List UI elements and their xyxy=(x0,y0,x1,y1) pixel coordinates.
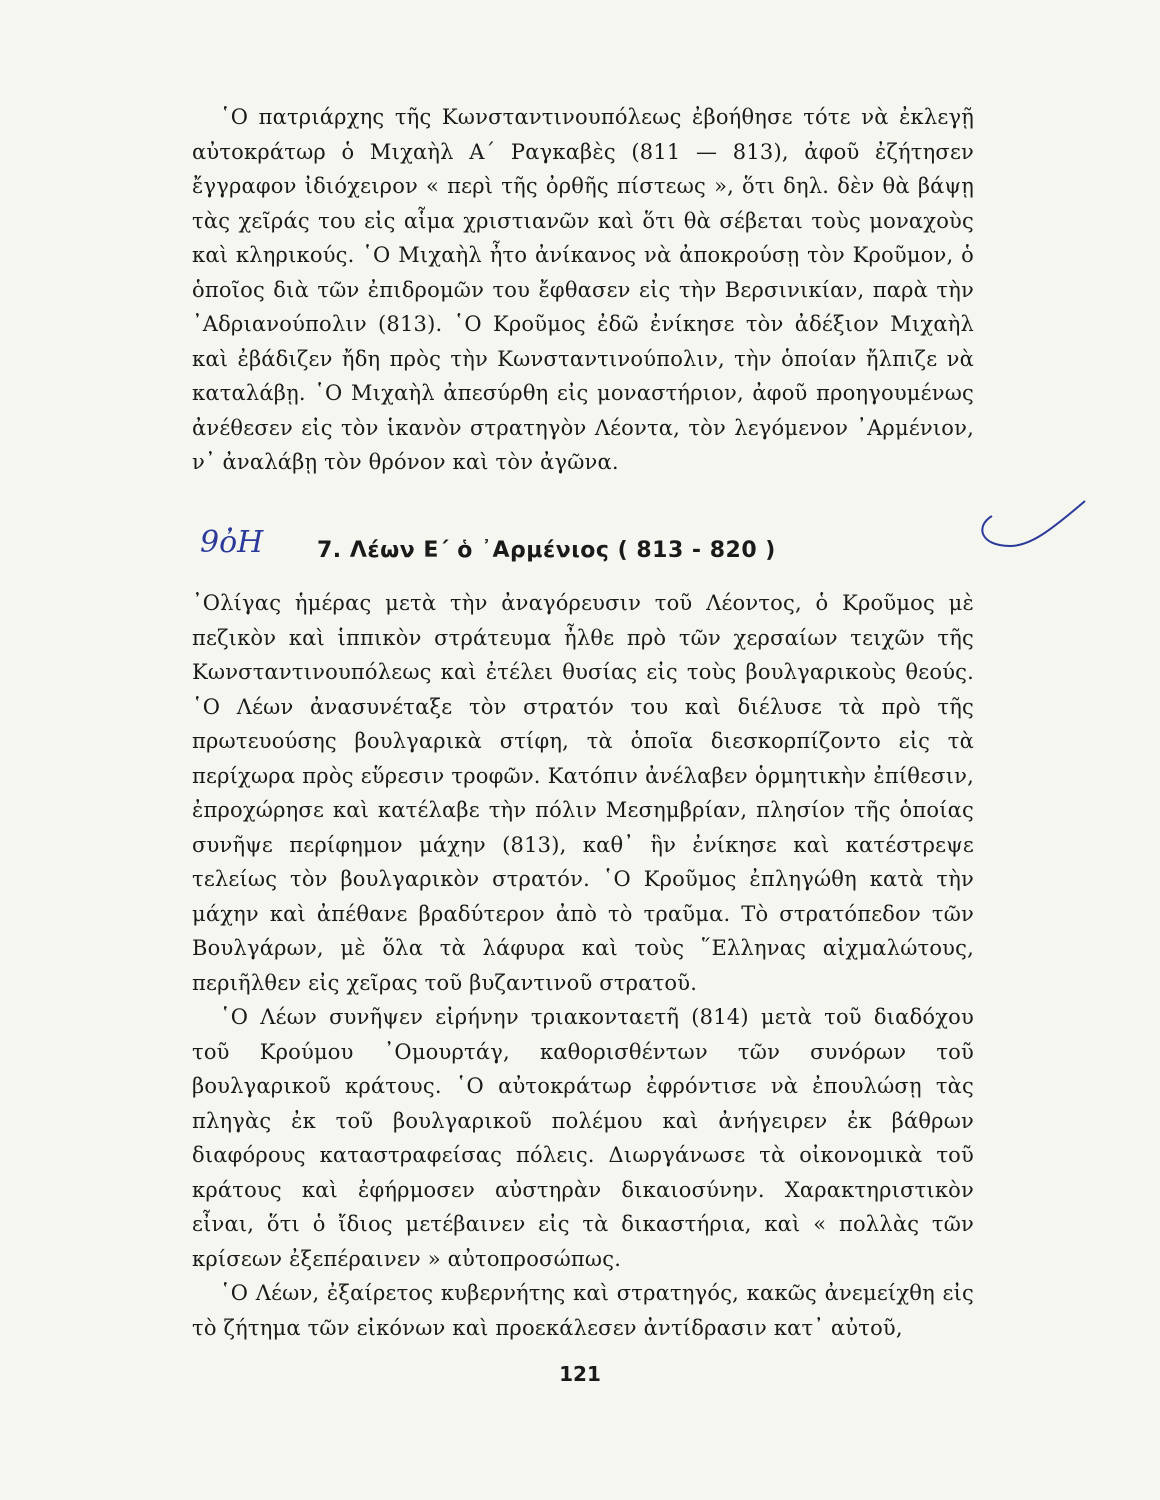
opening-text xyxy=(192,100,974,480)
paragraph: ᾿Ολίγας ἡμέρας μετὰ τὴν ἀναγόρευσιν τοῦ Λέοντος, ὁ Κροῦμος μὲ πεζικὸν καὶ ἱππικὸν στράτευμα ἦλθε πρὸ τῶν χερσαίων τειχῶν τῆς Κωνσταντινουπόλεως καὶ ἐτέλει θυσίας εἰς τοὺς βουλγαρικοὺς θεούς. ῾Ο Λέων ἀνασυνέταξε τὸν στρατόν του καὶ διέλυσε τὰ πρὸ τῆς πρωτευούσης βουλγαρικὰ στίφη, τὰ ὁποῖα διεσκορπίζοντο εἰς τὰ περίχωρα πρὸς εὕρεσιν τροφῶν. Κατόπιν ἀνέλαβεν ὁρμητικὴν ἐπίθεσιν, ἐπροχώρησε καὶ κατέλαβε τὴν πόλιν Μεσημβρίαν, πλησίον τῆς ὁποίας συνῆψε περίφημον μάχην (813), καθ᾿ ἣν ἐνίκησε καὶ κατέστρεψε τελείως τὸν βουλγαρικὸν στρατόν. ῾Ο Κροῦμος ἐπληγώθη κατὰ τὴν μάχην καὶ ἀπέθανε βραδύτερον ἀπὸ τὸ τραῦμα. Τὸ στρατόπεδον τῶν Βουλγάρων, μὲ ὅλα τὰ λάφυρα καὶ τοὺς ῞Ελληνας αἰχμαλώτους, περιῆλθεν εἰς χεῖρας τοῦ βυζαντινοῦ στρατοῦ. xyxy=(192,591,974,995)
handwritten-margin-note xyxy=(190,516,300,566)
section-heading: 7. Λέων Ε΄ ὁ ᾿Αρμένιος ( 813 - 820 ) xyxy=(317,538,776,564)
section-heading-row xyxy=(190,516,980,566)
section-body xyxy=(192,586,974,1345)
paragraph: ῾Ο Λέων συνῆψεν εἰρήνην τριακονταετῆ (814) μετὰ τοῦ διαδόχου τοῦ Κρούμου ᾿Ομουρτάγ, καθορισθέντων τῶν συνόρων τοῦ βουλγαρικοῦ κράτους. ῾Ο αὐτοκράτωρ ἐφρόντισε νὰ ἐπουλώσῃ τὰς πληγὰς ἐκ τοῦ βουλγαρικοῦ πολέμου καὶ ἀνήγειρεν ἐκ βάθρων διαφόρους καταστραφείσας πόλεις. Διωργάνωσε τὰ οἰκονομικὰ τοῦ κράτους καὶ ἐφήρμοσεν αὐστηρὰν δικαιοσύνην. Χαρακτηριστικὸν εἶναι, ὅτι ὁ ἴδιος μετέβαινεν εἰς τὰ δικαστήρια, καὶ « πολλὰς τῶν κρίσεων ἐξεπέραινεν » αὐτοπροσώπως. xyxy=(192,1005,974,1271)
handwritten-check-mark xyxy=(970,476,1090,556)
page-number: 121 xyxy=(559,1362,601,1386)
paragraph: ῾Ο Λέων, ἐξαίρετος κυβερνήτης καὶ στρατηγός, κακῶς ἀνεμείχθη εἰς τὸ ζήτημα τῶν εἰκόνων καὶ προεκάλεσεν ἀντίδρασιν κατ᾿ αὐτοῦ, xyxy=(192,1281,974,1340)
margin-note-text: 9ὀΗ xyxy=(200,525,264,560)
paragraph: ῾Ο πατριάρχης τῆς Κωνσταντινουπόλεως ἐβοήθησε τότε νὰ ἐκλεγῇ αὐτοκράτωρ ὁ Μιχαὴλ Α΄ Ραγκαβὲς (811 — 813), ἀφοῦ ἐζήτησεν ἔγγραφον ἰδιόχειρον « περὶ τῆς ὀρθῆς πίστεως », ὅτι δηλ. δὲν θὰ βάψῃ τὰς χεῖράς του εἰς αἷμα χριστιανῶν καὶ ὅτι θὰ σέβεται τοὺς μοναχοὺς καὶ κληρικούς. ῾Ο Μιχαὴλ ἦτο ἀνίκανος νὰ ἀποκρούσῃ τὸν Κροῦμον, ὁ ὁποῖος διὰ τῶν ἐπιδρομῶν του ἔφθασεν εἰς τὴν Βερσινικίαν, παρὰ τὴν ᾿Αδριανούπολιν (813). ῾Ο Κροῦμος ἐδῶ ἐνίκησε τὸν ἀδέξιον Μιχαὴλ καὶ ἐβάδιζεν ἤδη πρὸς τὴν Κωνσταντινούπολιν, τὴν ὁποίαν ἤλπιζε νὰ καταλάβῃ. ῾Ο Μιχαὴλ ἀπεσύρθη εἰς μοναστήριον, ἀφοῦ προηγουμένως ἀνέθεσεν εἰς τὸν ἱκανὸν στρατηγὸν Λέοντα, τὸν λεγόμενον ᾿Αρμένιον, ν᾿ ἀναλάβῃ τὸν θρόνον καὶ τὸν ἀγῶνα. xyxy=(192,105,974,474)
